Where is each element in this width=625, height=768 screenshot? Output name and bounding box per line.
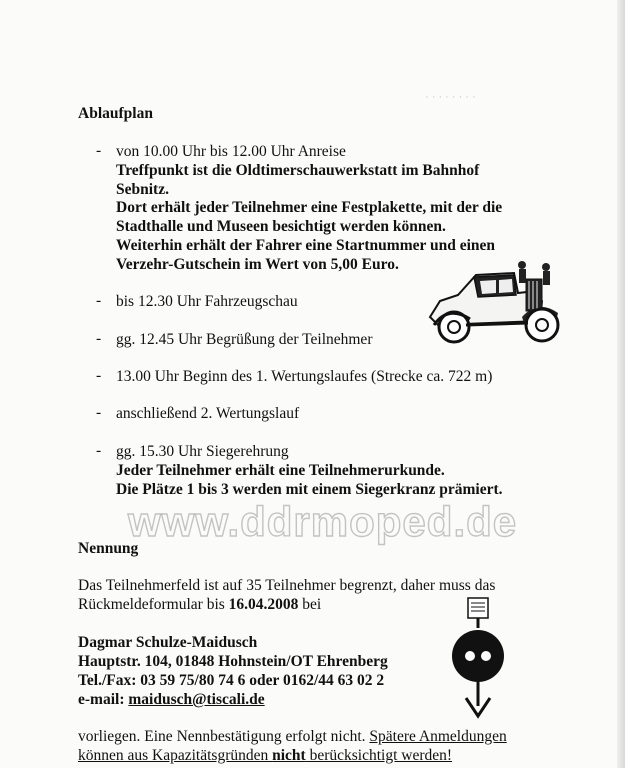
schedule-detail: Sebnitz. <box>116 181 169 198</box>
contact-phone: Tel./Fax: 03 59 75/80 74 6 oder 0162/44 63 02 2 <box>78 672 385 689</box>
text-span: bei <box>298 596 322 613</box>
schedule-detail: Die Plätze 1 bis 3 werden mit einem Siegerkranz prämiert. <box>116 481 503 498</box>
underlined-text: können aus Kapazitätsgründen <box>78 747 273 764</box>
schedule-item-vehicle-show: bis 12.30 Uhr Fahrzeugschau <box>116 293 298 310</box>
underlined-text: berücksichtigt werden! <box>305 747 453 764</box>
registration-paragraph: Das Teilnehmerfeld ist auf 35 Teilnehmer begrenzt, daher muss das <box>78 577 496 594</box>
contact-email-line <box>78 690 265 709</box>
bullet-dash: - <box>96 330 102 347</box>
schedule-item-run2: anschließend 2. Wertungslauf <box>116 405 300 422</box>
underlined-text: Spätere Anmeldungen <box>369 728 507 745</box>
schedule-detail: Jeder Teilnehmer erhält eine Teilnehmerurkunde. <box>116 462 445 479</box>
contact-address: Hauptstr. 104, 01848 Hohnstein/OT Ehrenberg <box>78 653 388 670</box>
schedule-detail: Weiterhin erhält der Fahrer eine Startnummer und einen <box>116 237 496 254</box>
contact-name: Dagmar Schulze-Maidusch <box>78 634 258 651</box>
watermark: www.ddrmoped.de <box>128 498 518 545</box>
closing-line-1 <box>78 727 507 746</box>
closing-line-2 <box>78 746 452 765</box>
text-span: vorliegen. Eine Nennbestätigung erfolgt nicht. <box>78 728 370 745</box>
schedule-item-welcome: gg. 12.45 Uhr Begrüßung der Teilnehmer <box>116 331 373 348</box>
bullet-dash: - <box>96 442 102 459</box>
schedule-item-arrival: von 10.00 Uhr bis 12.00 Uhr Anreise <box>116 143 346 160</box>
email-link[interactable]: maidusch@tiscali.de <box>128 691 265 708</box>
schedule-item-awards: gg. 15.30 Uhr Siegerehrung <box>116 443 289 460</box>
bullet-dash: - <box>96 292 102 309</box>
schedule-detail: Stadthalle und Museen besichtigt werden können. <box>116 218 446 235</box>
moped-club-logo-icon <box>448 596 508 720</box>
section-heading-ablaufplan: Ablaufplan <box>78 105 153 122</box>
bullet-dash: - <box>96 404 102 421</box>
bleed-through-text: · · · · · · · · <box>425 91 476 103</box>
page-edge <box>617 0 625 768</box>
emphasis-text: nicht <box>272 747 306 764</box>
schedule-item-run1: 13.00 Uhr Beginn des 1. Wertungslaufes (Strecke ca. 722 m) <box>116 368 493 385</box>
schedule-detail: Verzehr-Gutschein im Wert von 5,00 Euro. <box>116 256 399 273</box>
registration-paragraph-line2 <box>78 595 321 614</box>
section-heading-nennung: Nennung <box>78 540 139 557</box>
schedule-detail: Dort erhält jeder Teilnehmer eine Festplakette, mit der die <box>116 199 503 216</box>
schedule-detail: Treffpunkt ist die Oldtimerschauwerkstatt im Bahnhof <box>116 162 480 179</box>
bullet-dash: - <box>96 142 102 159</box>
email-label: e-mail: <box>78 691 129 708</box>
bullet-dash: - <box>96 367 102 384</box>
vintage-car-icon <box>418 255 568 355</box>
text-span: Rückmeldeformular bis <box>78 596 229 613</box>
deadline-date: 16.04.2008 <box>228 596 299 613</box>
